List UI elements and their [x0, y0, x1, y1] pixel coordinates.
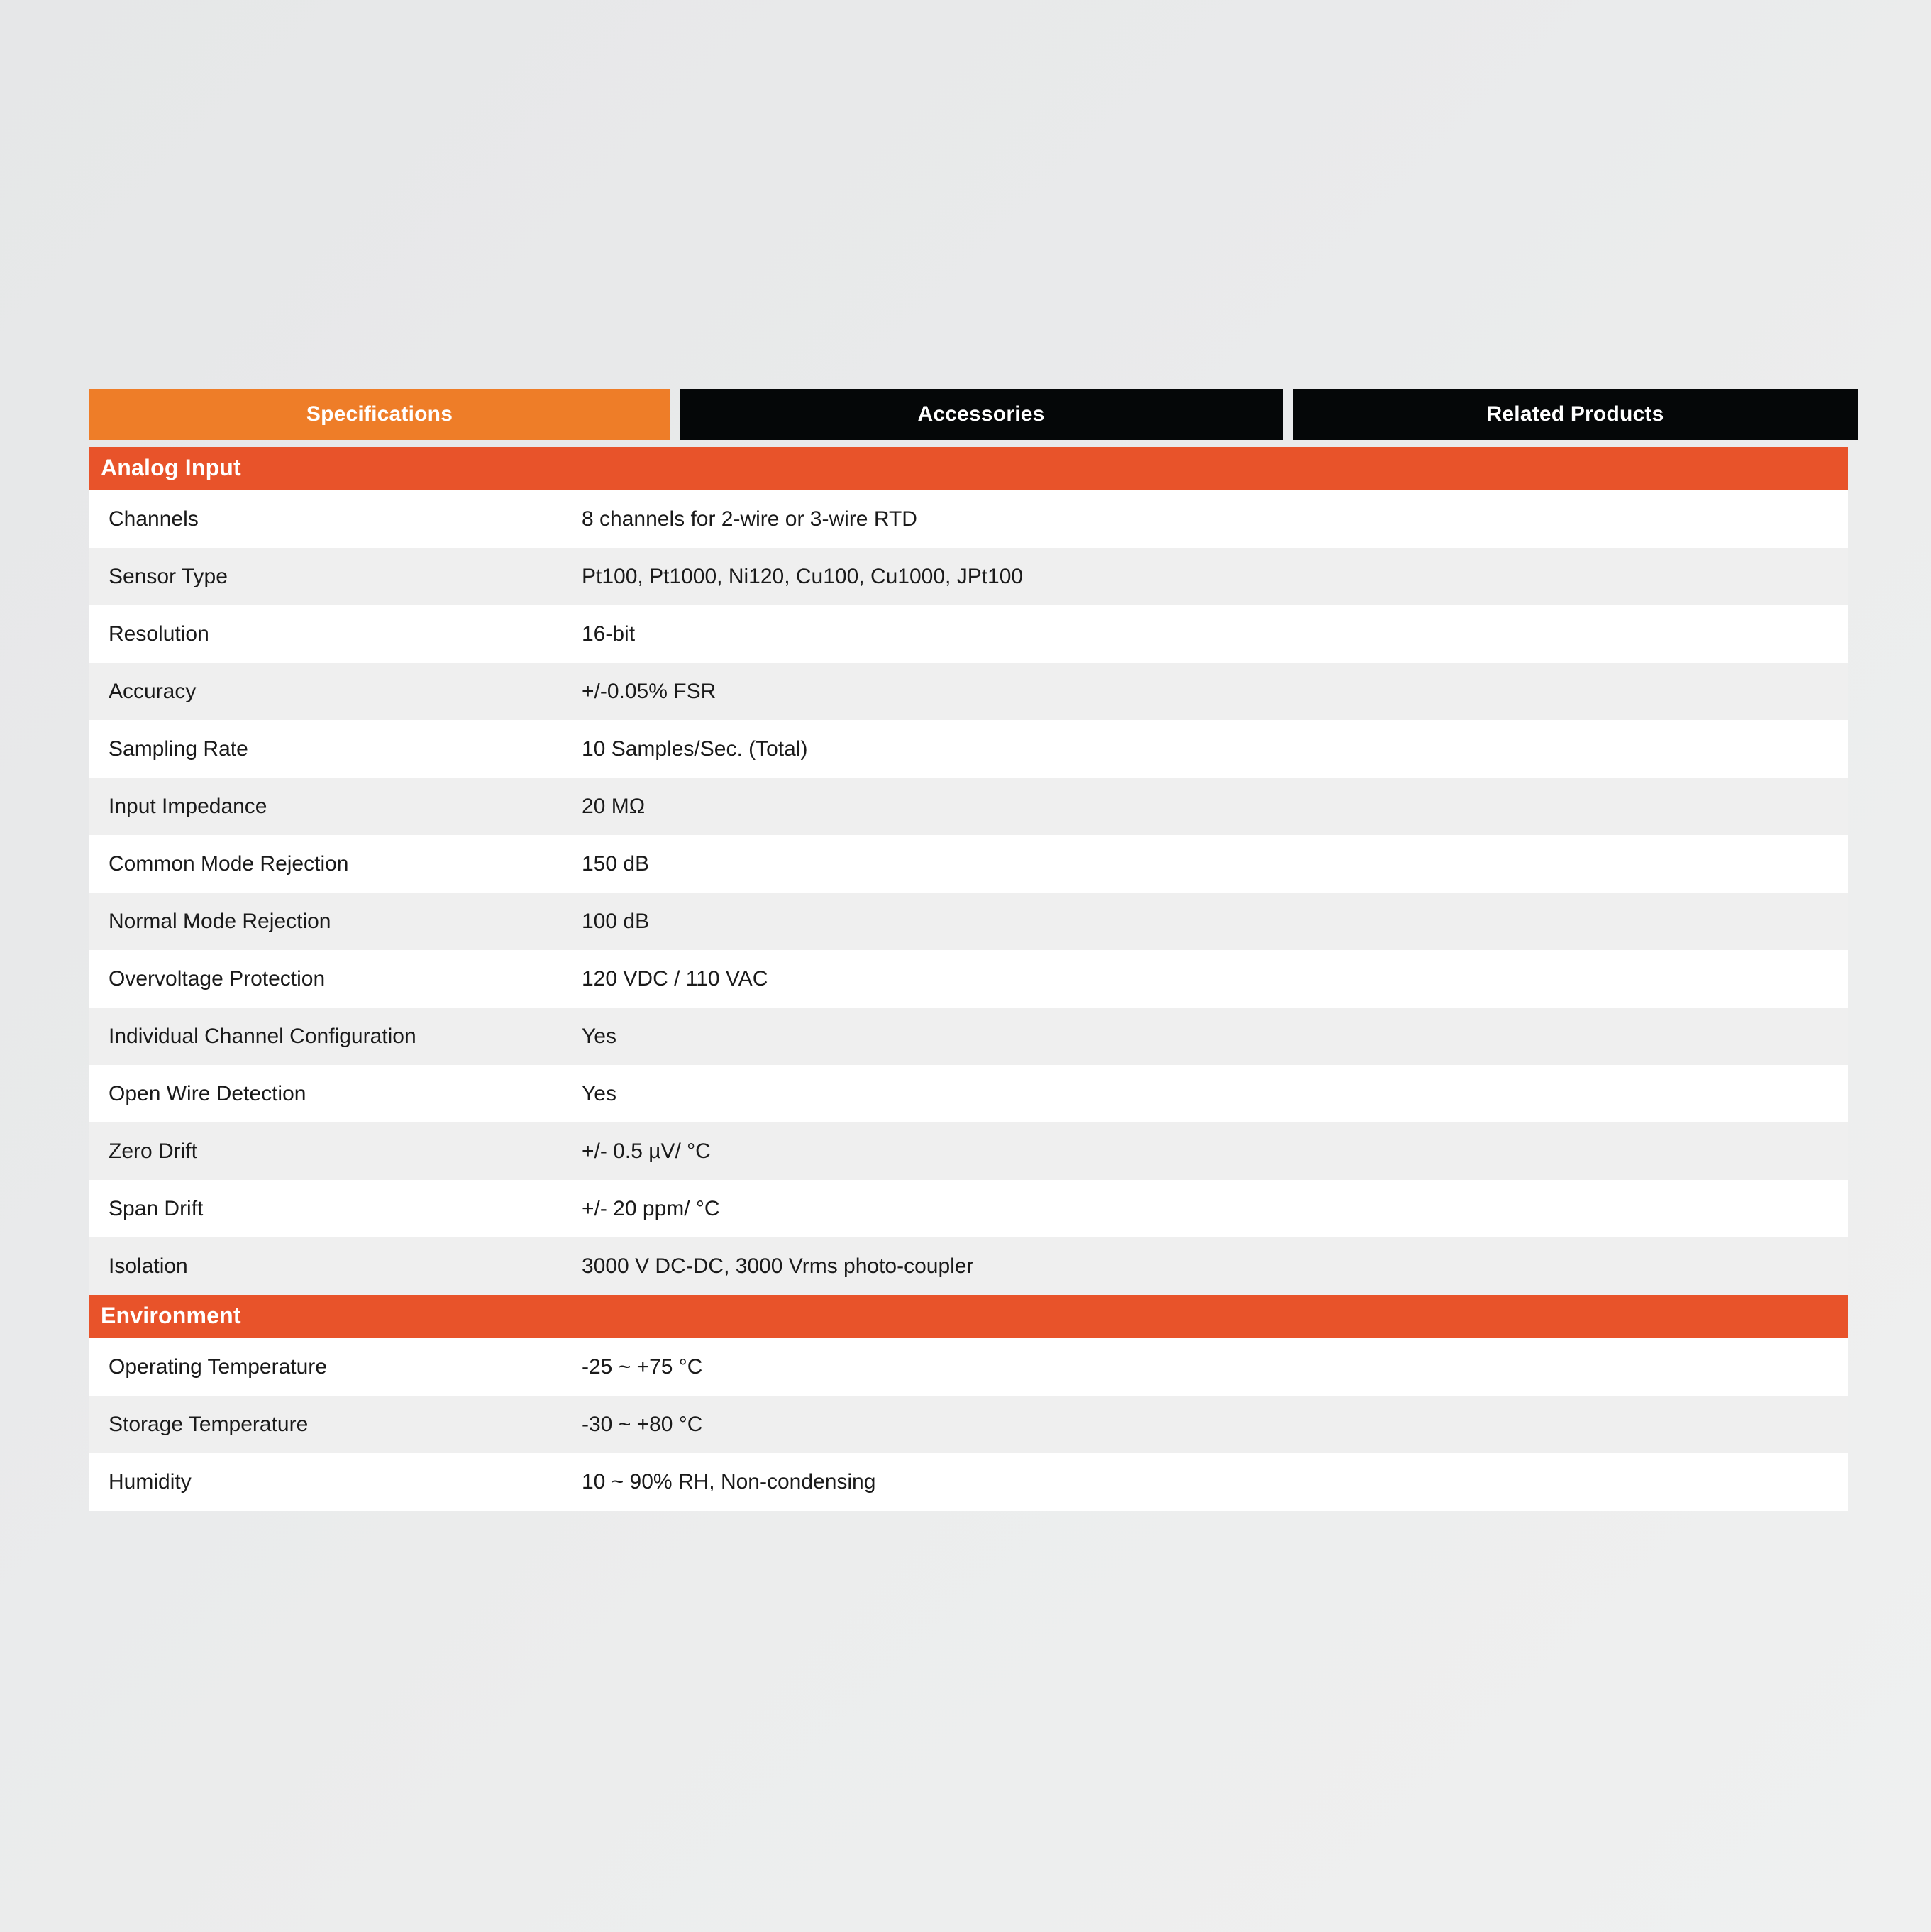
spec-label: Channels	[109, 507, 199, 531]
table-row	[89, 1065, 1848, 1122]
table-row	[89, 950, 1848, 1008]
tab-specifications-label: Specifications	[306, 402, 453, 426]
spec-value: -30 ~ +80 °C	[582, 1413, 703, 1436]
table-row	[89, 1338, 1848, 1396]
spec-value: +/- 20 ppm/ °C	[582, 1197, 720, 1220]
table-row	[89, 778, 1848, 835]
spec-value: 20 MΩ	[582, 795, 646, 818]
table-row	[89, 490, 1848, 548]
table-row	[89, 835, 1848, 893]
table-row	[89, 1396, 1848, 1453]
spec-value: 100 dB	[582, 910, 650, 933]
spec-label: Span Drift	[109, 1197, 204, 1220]
table-row	[89, 548, 1848, 605]
spec-value: 16-bit	[582, 622, 636, 646]
tab-specifications[interactable]	[89, 389, 670, 440]
section-header: Analog Input	[89, 447, 1848, 490]
tab-related-products[interactable]	[1293, 389, 1858, 440]
spec-value: Pt100, Pt1000, Ni120, Cu100, Cu1000, JPt100	[582, 565, 1024, 588]
spec-value: 3000 V DC-DC, 3000 Vrms photo-coupler	[582, 1254, 974, 1278]
spec-label: Storage Temperature	[109, 1413, 309, 1436]
spec-label: Resolution	[109, 622, 209, 646]
spec-value: Yes	[582, 1082, 616, 1105]
table-row	[89, 1008, 1848, 1065]
spec-label: Isolation	[109, 1254, 188, 1278]
spec-label: Accuracy	[109, 680, 197, 703]
section-header: Environment	[89, 1295, 1848, 1338]
tab-accessories[interactable]	[680, 389, 1283, 440]
spec-value: 120 VDC / 110 VAC	[582, 967, 768, 990]
spec-value: 150 dB	[582, 852, 650, 876]
spec-label: Individual Channel Configuration	[109, 1025, 416, 1048]
table-row	[89, 1180, 1848, 1237]
tab-accessories-label: Accessories	[917, 402, 1045, 426]
table-row	[89, 893, 1848, 950]
spec-value: 10 ~ 90% RH, Non-condensing	[582, 1470, 876, 1494]
spec-label: Humidity	[109, 1470, 192, 1494]
spec-value: 10 Samples/Sec. (Total)	[582, 737, 808, 761]
tab-bar	[89, 389, 1848, 440]
spec-value: +/-0.05% FSR	[582, 680, 716, 703]
table-row	[89, 1237, 1848, 1295]
spec-label: Sensor Type	[109, 565, 228, 588]
tab-related-products-label: Related Products	[1486, 402, 1664, 426]
spec-label: Overvoltage Protection	[109, 967, 326, 990]
spec-label: Sampling Rate	[109, 737, 248, 761]
spec-label: Zero Drift	[109, 1139, 198, 1163]
specifications-panel	[89, 389, 1848, 1511]
table-row	[89, 605, 1848, 663]
spec-value: 8 channels for 2-wire or 3-wire RTD	[582, 507, 917, 531]
spec-label: Input Impedance	[109, 795, 267, 818]
spec-label: Normal Mode Rejection	[109, 910, 331, 933]
specifications-table	[89, 447, 1848, 1511]
table-row	[89, 1453, 1848, 1511]
spec-value: -25 ~ +75 °C	[582, 1355, 703, 1379]
spec-label: Operating Temperature	[109, 1355, 327, 1379]
table-row	[89, 663, 1848, 720]
table-row	[89, 720, 1848, 778]
spec-label: Open Wire Detection	[109, 1082, 306, 1105]
spec-value: +/- 0.5 µV/ °C	[582, 1139, 711, 1163]
table-row	[89, 1122, 1848, 1180]
spec-label: Common Mode Rejection	[109, 852, 349, 876]
spec-value: Yes	[582, 1025, 616, 1048]
